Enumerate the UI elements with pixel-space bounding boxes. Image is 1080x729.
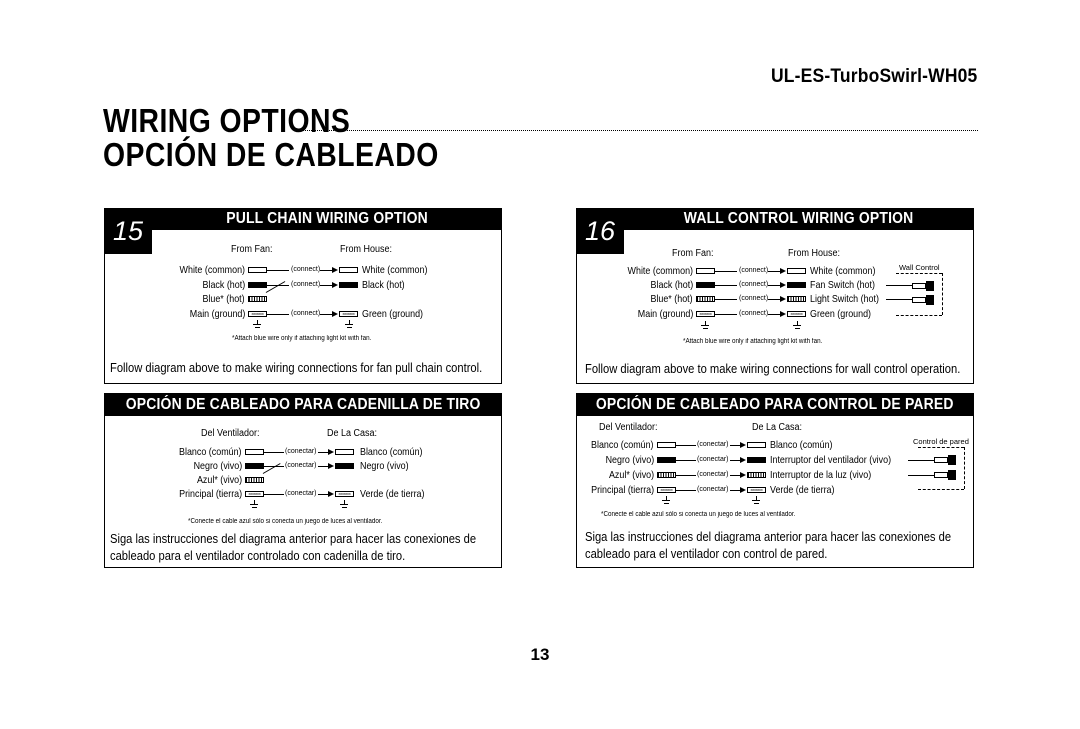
arrow-icon <box>780 268 786 274</box>
fan-blue-wire <box>696 296 715 302</box>
arrow-icon <box>328 463 334 469</box>
ground-symbol-icon <box>340 500 348 509</box>
house-wire-label-black: Black (hot) <box>362 279 405 291</box>
arrow-icon <box>740 472 746 478</box>
fan-wire-label-blue: Azul* (vivo) <box>196 474 242 486</box>
house-wire-label-ground: Verde (de tierra) <box>360 488 425 500</box>
house-wire-label-white: White (common) <box>810 265 876 277</box>
house-wire-label-white: Blanco (común) <box>360 446 423 458</box>
connect-line <box>715 314 737 315</box>
house-black-wire <box>335 463 354 469</box>
fan-black-wire <box>696 282 715 288</box>
connect-line <box>318 494 328 495</box>
fan-black-wire <box>248 282 267 288</box>
fan-wire-label-ground: Principal (tierra) <box>591 484 654 496</box>
wall-switch-terminal <box>948 455 956 465</box>
house-wire-label-ground: Green (ground) <box>362 308 424 320</box>
instruction-text: Follow diagram above to make wiring connections for wall control operation. <box>585 361 961 376</box>
house-ground-wire <box>747 487 766 493</box>
fan-wire-label-white: Blanco (común) <box>179 446 242 458</box>
connect-line <box>730 445 740 446</box>
panel-16-english-header: WALL CONTROL WIRING OPTION <box>624 208 974 230</box>
house-ground-wire <box>787 311 806 317</box>
house-wire-label-light-switch: Interruptor de la luz (vivo) <box>770 469 872 481</box>
arrow-icon <box>328 449 334 455</box>
connect-label: (connect) <box>739 295 769 302</box>
fan-blue-wire <box>657 472 676 478</box>
connect-line <box>267 270 289 271</box>
connect-line <box>730 460 740 461</box>
fan-white-wire <box>657 442 676 448</box>
wall-control-outline <box>918 447 964 448</box>
house-light-switch-wire <box>787 296 806 302</box>
wall-switch-slot <box>934 457 948 463</box>
house-wire-label-white: White (common) <box>362 264 428 276</box>
connect-label: (conectar) <box>285 462 317 469</box>
fan-white-wire <box>248 267 267 273</box>
house-black-wire <box>787 282 806 288</box>
connect-line <box>715 285 737 286</box>
connect-line <box>768 314 780 315</box>
wall-switch-slot <box>912 297 926 303</box>
fan-wire-label-white: White (common) <box>179 264 245 276</box>
connect-line <box>768 299 780 300</box>
col-from-house: De La Casa: <box>327 428 378 439</box>
connect-line <box>676 460 696 461</box>
ground-symbol-icon <box>752 496 760 505</box>
house-white-wire <box>787 268 806 274</box>
panel-15-spanish-header: OPCIÓN DE CABLEADO PARA CADENILLA DE TIRO <box>104 393 502 416</box>
connect-label: (connect) <box>291 266 321 273</box>
arrow-icon <box>740 457 746 463</box>
wall-control-line <box>908 460 934 461</box>
wall-control-outline <box>896 315 942 316</box>
arrow-icon <box>332 282 338 288</box>
connect-label: (conectar) <box>697 471 729 478</box>
connect-line <box>264 494 284 495</box>
fan-ground-wire <box>248 311 267 317</box>
page-number: 13 <box>530 645 550 664</box>
col-from-fan: Del Ventilador: <box>201 428 260 439</box>
house-wire-label-black: Negro (vivo) <box>360 460 409 472</box>
fan-wire-label-white: White (common) <box>627 265 693 277</box>
col-from-house: De La Casa: <box>752 422 803 433</box>
fan-white-wire <box>245 449 264 455</box>
wall-switch-terminal <box>926 281 934 291</box>
panel-15-english <box>104 208 502 384</box>
arrow-icon <box>740 487 746 493</box>
fan-wire-label-blue: Blue* (hot) <box>202 293 245 305</box>
connect-line <box>676 445 696 446</box>
fan-black-wire <box>657 457 676 463</box>
fan-wire-label-ground: Main (ground) <box>189 308 245 320</box>
connect-label: (conectar) <box>697 486 729 493</box>
house-light-switch-wire <box>747 472 766 478</box>
arrow-icon <box>328 491 334 497</box>
connect-label: (connect) <box>739 267 769 274</box>
connect-label: (conectar) <box>697 456 729 463</box>
blue-wire-note: *Attach blue wire only if attaching light kit with fan. <box>683 338 823 345</box>
arrow-icon <box>740 442 746 448</box>
fan-wire-label-blue: Azul* (vivo) <box>608 469 654 481</box>
fan-ground-wire <box>696 311 715 317</box>
connect-line <box>318 466 328 467</box>
col-from-fan: Del Ventilador: <box>599 422 658 433</box>
connect-line <box>730 475 740 476</box>
connect-label: (connect) <box>739 281 769 288</box>
dotted-divider <box>298 130 978 131</box>
fan-wire-label-black: Black (hot) <box>202 279 245 291</box>
house-wire-label-light-switch: Light Switch (hot) <box>810 293 879 305</box>
wall-control-outline <box>942 273 943 315</box>
fan-wire-label-black: Negro (vivo) <box>605 454 654 466</box>
fan-wire-label-ground: Main (ground) <box>637 308 693 320</box>
wall-control-label: Control de pared <box>913 437 969 446</box>
wall-control-outline <box>964 447 965 489</box>
fan-blue-wire <box>248 296 267 302</box>
house-wire-label-fan-switch: Interruptor del ventilador (vivo) <box>770 454 892 466</box>
ground-symbol-icon <box>345 320 353 329</box>
wall-control-label: Wall Control <box>899 263 940 272</box>
house-white-wire <box>339 267 358 273</box>
blue-wire-note: *Conecte el cable azul sólo si conecta un juego de luces al ventilador. <box>601 511 796 518</box>
connect-label: (connect) <box>291 281 321 288</box>
fan-blue-wire <box>245 477 264 483</box>
arrow-icon <box>332 311 338 317</box>
col-from-fan: From Fan: <box>672 248 714 259</box>
connect-line <box>676 475 696 476</box>
panel-15-english-header: PULL CHAIN WIRING OPTION <box>152 208 502 230</box>
wall-switch-terminal <box>926 295 934 305</box>
panel-16-english <box>576 208 974 384</box>
fan-wire-label-blue: Blue* (hot) <box>650 293 693 305</box>
col-from-house: From House: <box>788 248 841 259</box>
arrow-icon <box>780 296 786 302</box>
connect-label: (connect) <box>739 310 769 317</box>
wall-switch-slot <box>912 283 926 289</box>
wall-control-line <box>886 285 912 286</box>
connect-label: (conectar) <box>697 441 729 448</box>
arrow-icon <box>780 282 786 288</box>
connect-line <box>676 490 696 491</box>
instruction-text: Siga las instrucciones del diagrama anterior para hacer las conexiones de cableado para el ventilador controlado con cadenilla de tiro. <box>110 531 477 563</box>
house-ground-wire <box>339 311 358 317</box>
blue-wire-note: *Conecte el cable azul sólo si conecta un juego de luces al ventilador. <box>188 518 383 525</box>
connect-label: (connect) <box>291 310 321 317</box>
instruction-text: Follow diagram above to make wiring connections for fan pull chain control. <box>110 360 483 375</box>
house-wire-label-white: Blanco (común) <box>770 439 833 451</box>
house-black-wire <box>747 457 766 463</box>
fan-wire-label-ground: Principal (tierra) <box>179 488 242 500</box>
house-black-wire <box>339 282 358 288</box>
connect-label: (conectar) <box>285 448 317 455</box>
instruction-text: Siga las instrucciones del diagrama anterior para hacer las conexiones de cableado para el ventilador con control de pared. <box>585 529 952 561</box>
step-number-16: 16 <box>576 208 624 254</box>
ground-symbol-icon <box>250 500 258 509</box>
wall-control-outline <box>918 489 964 490</box>
connect-line <box>320 270 332 271</box>
fan-ground-wire <box>657 487 676 493</box>
wall-switch-terminal <box>948 470 956 480</box>
house-ground-wire <box>335 491 354 497</box>
page-title-spanish: OPCIÓN DE CABLEADO <box>103 136 439 173</box>
ground-symbol-icon <box>701 321 709 330</box>
connect-line <box>318 452 328 453</box>
fan-black-wire <box>245 463 264 469</box>
wall-control-line <box>908 475 934 476</box>
ground-symbol-icon <box>662 496 670 505</box>
fan-white-wire <box>696 268 715 274</box>
wall-control-line <box>886 299 912 300</box>
fan-wire-label-black: Negro (vivo) <box>193 460 242 472</box>
model-number: UL-ES-TurboSwirl-WH05 <box>770 66 977 87</box>
page-title-english: WIRING OPTIONS <box>103 102 351 139</box>
connect-line <box>730 490 740 491</box>
connect-line <box>715 299 737 300</box>
fan-ground-wire <box>245 491 264 497</box>
fan-wire-label-white: Blanco (común) <box>591 439 654 451</box>
house-white-wire <box>335 449 354 455</box>
ground-symbol-icon <box>253 320 261 329</box>
step-number-15: 15 <box>104 208 152 254</box>
connect-line <box>768 285 780 286</box>
house-wire-label-fan-switch: Fan Switch (hot) <box>810 279 875 291</box>
arrow-icon <box>780 311 786 317</box>
connect-label: (conectar) <box>285 490 317 497</box>
col-from-fan: From Fan: <box>231 244 273 255</box>
house-white-wire <box>747 442 766 448</box>
arrow-icon <box>332 267 338 273</box>
connect-line <box>320 314 332 315</box>
col-from-house: From House: <box>340 244 393 255</box>
connect-line <box>267 314 289 315</box>
house-wire-label-ground: Green (ground) <box>810 308 872 320</box>
blue-wire-note: *Attach blue wire only if attaching light kit with fan. <box>232 335 372 342</box>
connect-line <box>768 271 780 272</box>
wall-switch-slot <box>934 472 948 478</box>
ground-symbol-icon <box>793 321 801 330</box>
wall-control-outline <box>896 273 942 274</box>
connect-line <box>715 271 737 272</box>
panel-16-spanish-header: OPCIÓN DE CABLEADO PARA CONTROL DE PARED <box>576 393 974 416</box>
connect-line <box>320 285 332 286</box>
connect-line <box>264 452 284 453</box>
fan-wire-label-black: Black (hot) <box>650 279 693 291</box>
house-wire-label-ground: Verde (de tierra) <box>770 484 835 496</box>
